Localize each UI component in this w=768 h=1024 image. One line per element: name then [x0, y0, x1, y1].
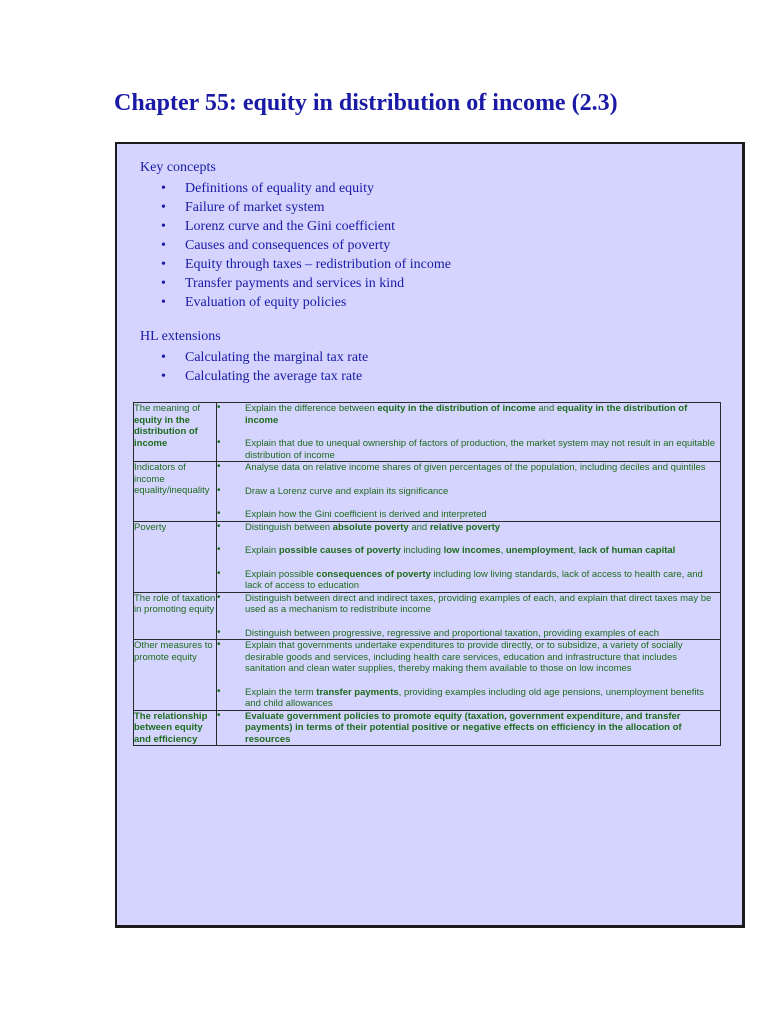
- list-item: [217, 522, 720, 534]
- hl-extensions-heading: HL extensions: [140, 329, 221, 344]
- description-cell: [217, 640, 721, 711]
- text-run: , providing examples including old age pensions, unemployment benefits and child allowances: [245, 686, 704, 709]
- bullet-icon: •: [217, 639, 221, 650]
- list-item: • Causes and consequences of poverty: [161, 236, 451, 255]
- list-item: [217, 509, 720, 521]
- list-item: • Calculating the marginal tax rate: [161, 348, 368, 367]
- bullet-icon: •: [217, 437, 221, 448]
- text-run: Explain: [245, 545, 279, 556]
- text-run: Draw a Lorenz curve and explain its significance: [245, 485, 449, 497]
- description-cell: [217, 403, 721, 462]
- page-title: Chapter 55: equity in distribution of income (2.3): [114, 90, 618, 116]
- text-run: Distinguish between: [245, 521, 333, 533]
- hl-extensions-list: [161, 348, 368, 386]
- text-run: consequences of poverty: [316, 568, 431, 580]
- text-run: The relationship between equity and efficiency: [134, 710, 208, 745]
- list-item: [217, 438, 720, 461]
- list-item: [217, 640, 720, 675]
- text-run: transfer payments: [316, 686, 399, 698]
- text-run: Explain the difference between: [245, 403, 378, 414]
- text-run: absolute poverty: [332, 521, 409, 533]
- bullet-icon: •: [217, 461, 221, 472]
- description-cell: [217, 521, 721, 592]
- text-run: The role of taxation in promoting equity: [134, 592, 216, 615]
- topic-cell: [134, 521, 217, 592]
- text-run: Evaluate government policies to promote equity (taxation, government expenditure, and transfer payments) in terms of their potential positive or negative effects on efficiency in the allocation of resources: [245, 710, 682, 745]
- list-item: • Evaluation of equity policies: [161, 293, 451, 312]
- topic-cell: [134, 710, 217, 746]
- description-cell: [217, 592, 721, 640]
- list-item: [217, 462, 720, 474]
- bullet-icon: •: [217, 520, 221, 532]
- topic-cell: [134, 462, 217, 522]
- bullet-icon: •: [217, 484, 221, 496]
- text-run: unemployment: [505, 545, 574, 556]
- bullet-icon: •: [217, 591, 221, 603]
- text-run: Explain that due to unequal ownership of factors of production, the market system may not result in an equitable distribution of income: [245, 438, 715, 461]
- text-run: Analyse data on relative income shares of given percentages of the population, including deciles and quintiles: [245, 462, 706, 473]
- list-item: [217, 569, 720, 592]
- list-item: • Equity through taxes – redistribution of income: [161, 255, 451, 274]
- syllabus-table: [133, 402, 721, 746]
- text-run: ,: [500, 545, 506, 556]
- topic-cell: [134, 403, 217, 462]
- table-row: [134, 403, 721, 462]
- list-item: • Failure of market system: [161, 198, 451, 217]
- text-run: Explain that governments undertake expenditures to provide directly, or to subsidize, a variety of socially desirable goods and services, including health care services, education and infrastructure that includes sanitation and clean water supplies, thereby making them available to those on low incomes: [245, 640, 683, 674]
- table-row: [134, 592, 721, 640]
- table-row: [134, 640, 721, 711]
- text-run: equality in the distribution of income: [245, 403, 688, 426]
- list-item: [217, 711, 720, 746]
- list-item: [217, 545, 720, 557]
- text-run: Explain how the Gini coefficient is derived and interpreted: [245, 509, 487, 520]
- list-item: [217, 486, 720, 498]
- text-run: The meaning of: [134, 403, 201, 414]
- text-run: possible causes of poverty: [278, 545, 401, 556]
- list-item: • Calculating the average tax rate: [161, 367, 368, 386]
- text-run: Explain the term: [245, 686, 317, 698]
- list-item: • Definitions of equality and equity: [161, 179, 451, 198]
- bullet-icon: •: [217, 626, 221, 638]
- description-cell: [217, 710, 721, 746]
- text-run: including low living standards, lack of access to health care, and lack of access to education: [245, 568, 703, 591]
- description-cell: [217, 462, 721, 522]
- table-row: [134, 521, 721, 592]
- table-row: [134, 462, 721, 522]
- bullet-icon: •: [217, 567, 221, 579]
- list-item: [217, 687, 720, 710]
- list-item: • Transfer payments and services in kind: [161, 274, 451, 293]
- list-item: [217, 403, 720, 426]
- topic-cell: [134, 640, 217, 711]
- list-item: [217, 628, 720, 640]
- text-run: Other measures to promote equity: [134, 640, 213, 663]
- text-run: equity in the distribution of income: [134, 414, 198, 449]
- key-concepts-list: [161, 179, 451, 312]
- text-run: and: [535, 403, 557, 414]
- list-item: • Lorenz curve and the Gini coefficient: [161, 217, 451, 236]
- text-run: ,: [573, 545, 579, 556]
- bullet-icon: •: [217, 544, 221, 555]
- text-run: and: [408, 521, 430, 533]
- text-run: low incomes: [443, 545, 501, 556]
- text-run: equity in the distribution of income: [377, 403, 536, 414]
- table-row: [134, 710, 721, 746]
- text-run: including: [400, 545, 444, 556]
- topic-cell: [134, 592, 217, 640]
- text-run: Distinguish between progressive, regressive and proportional taxation, providing examples of each: [245, 627, 660, 639]
- text-run: Explain possible: [245, 568, 317, 580]
- text-run: Distinguish between direct and indirect taxes, providing examples of each, and explain that direct taxes may be used as a mechanism to redistribute income: [245, 592, 712, 615]
- bullet-icon: •: [217, 402, 221, 413]
- text-run: lack of human capital: [578, 545, 676, 556]
- bullet-icon: •: [217, 685, 221, 697]
- bullet-icon: •: [217, 508, 221, 519]
- text-run: relative poverty: [429, 521, 501, 533]
- bullet-icon: •: [217, 709, 221, 721]
- list-item: [217, 593, 720, 616]
- text-run: Indicators of income equality/inequality: [134, 462, 210, 496]
- text-run: Poverty: [134, 521, 167, 533]
- key-concepts-heading: Key concepts: [140, 160, 216, 175]
